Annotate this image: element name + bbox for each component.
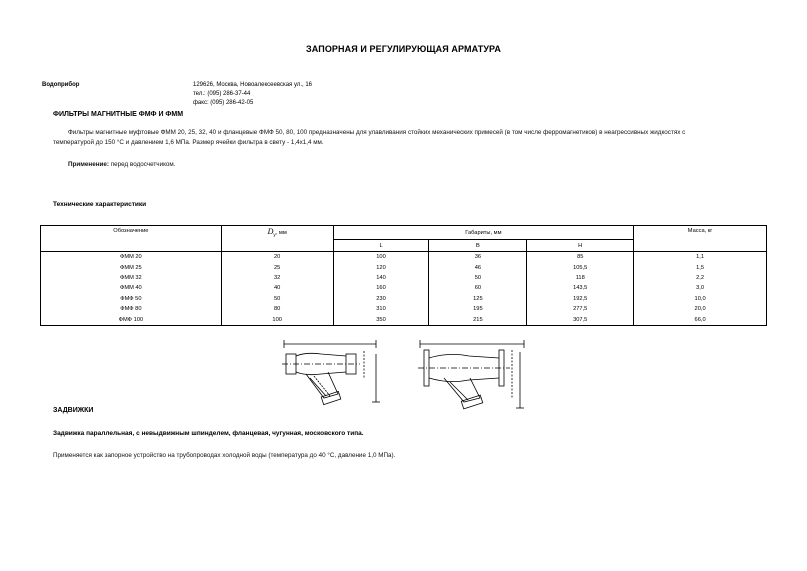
cell-b: 50 (429, 273, 527, 283)
cell-h: 307,5 (527, 314, 634, 325)
table-row (41, 314, 767, 325)
cell-l: 160 (333, 283, 429, 293)
table-row (41, 262, 767, 272)
cell-b: 215 (429, 314, 527, 325)
cell-b: 36 (429, 252, 527, 263)
table-row (41, 283, 767, 293)
company-address: 129626, Москва, Новоалексеевская ул., 16 (193, 82, 313, 88)
cell-mass: 66,0 (634, 314, 767, 325)
cell-b: 125 (429, 294, 527, 304)
cell-mass: 20,0 (634, 304, 767, 314)
sub-l: L (333, 240, 429, 252)
valves-heading: ЗАДВИЖКИ (53, 407, 94, 414)
col-mass: Масса, кг (634, 226, 767, 252)
valves-text: Применяется как запорное устройство на трубопроводах холодной воды (температура до 40 °С, давление 1,0 МПа). (53, 452, 396, 459)
cell-b: 46 (429, 262, 527, 272)
table-row (41, 304, 767, 314)
cell-dn: 25 (221, 262, 333, 272)
spec-table (40, 225, 767, 326)
company-name: Водоприбор (42, 82, 80, 88)
cell-h: 277,5 (527, 304, 634, 314)
cell-h: 118 (527, 273, 634, 283)
dn-sub: у (273, 233, 276, 239)
cell-h: 85 (527, 252, 634, 263)
col-designation: Обозначение (41, 226, 222, 252)
cell-mass: 1,5 (634, 262, 767, 272)
dn-unit: , мм (275, 230, 287, 236)
cell-dn: 32 (221, 273, 333, 283)
cell-h: 143,5 (527, 283, 634, 293)
cell-name: ФМФ 50 (41, 294, 222, 304)
filter-flange-drawing (414, 338, 529, 410)
company-phone: тел.: (095) 286-37-44 (193, 91, 251, 97)
col-dimensions: Габариты, мм (333, 226, 634, 240)
cell-dn: 20 (221, 252, 333, 263)
cell-dn: 40 (221, 283, 333, 293)
cell-dn: 50 (221, 294, 333, 304)
cell-dn: 80 (221, 304, 333, 314)
filter-muff-drawing (276, 336, 386, 408)
cell-l: 120 (333, 262, 429, 272)
filters-description-1: Фильтры магнитные муфтовые ФММ 20, 25, 32, 40 и фланцевые ФМФ 50, 80, 100 предназначены для улавливания стойких механических примесей (в том числе ферромагнетиков) в неагрессивных жидкостях с (68, 129, 686, 136)
valves-subheading: Задвижка параллельная, с невыдвижным шпинделем, фланцевая, чугунная, московского типа. (53, 430, 364, 437)
company-fax: факс: (095) 286-42-05 (193, 100, 254, 106)
cell-l: 140 (333, 273, 429, 283)
cell-l: 350 (333, 314, 429, 325)
cell-name: ФММ 40 (41, 283, 222, 293)
table-row (41, 252, 767, 263)
application-text: перед водосчетчиком. (108, 161, 176, 168)
cell-mass: 2,2 (634, 273, 767, 283)
cell-name: ФМФ 100 (41, 314, 222, 325)
cell-dn: 100 (221, 314, 333, 325)
cell-name: ФММ 25 (41, 262, 222, 272)
filters-heading: ФИЛЬТРЫ МАГНИТНЫЕ ФМФ И ФММ (53, 111, 184, 118)
sub-b: B (429, 240, 527, 252)
cell-name: ФММ 32 (41, 273, 222, 283)
dn-symbol: D (267, 227, 274, 236)
cell-l: 100 (333, 252, 429, 263)
cell-mass: 1,1 (634, 252, 767, 263)
cell-mass: 10,0 (634, 294, 767, 304)
filters-description-2: температурой до 150 °С и давлением 1,6 МПа. Размер ячейки фильтра в свету - 1,4х1,4 мм. (53, 139, 324, 146)
cell-mass: 3,0 (634, 283, 767, 293)
cell-h: 192,5 (527, 294, 634, 304)
cell-l: 230 (333, 294, 429, 304)
page-title: ЗАПОРНАЯ И РЕГУЛИРУЮЩАЯ АРМАТУРА (306, 44, 501, 54)
cell-name: ФМФ 80 (41, 304, 222, 314)
cell-l: 310 (333, 304, 429, 314)
col-dn (221, 226, 333, 252)
cell-name: ФММ 20 (41, 252, 222, 263)
table-row (41, 294, 767, 304)
cell-b: 195 (429, 304, 527, 314)
application-line (68, 160, 176, 170)
tech-heading: Технические характеристики (53, 201, 147, 208)
sub-h: H (527, 240, 634, 252)
cell-b: 60 (429, 283, 527, 293)
cell-h: 105,5 (527, 262, 634, 272)
table-row (41, 273, 767, 283)
application-label: Применение: (68, 161, 109, 168)
